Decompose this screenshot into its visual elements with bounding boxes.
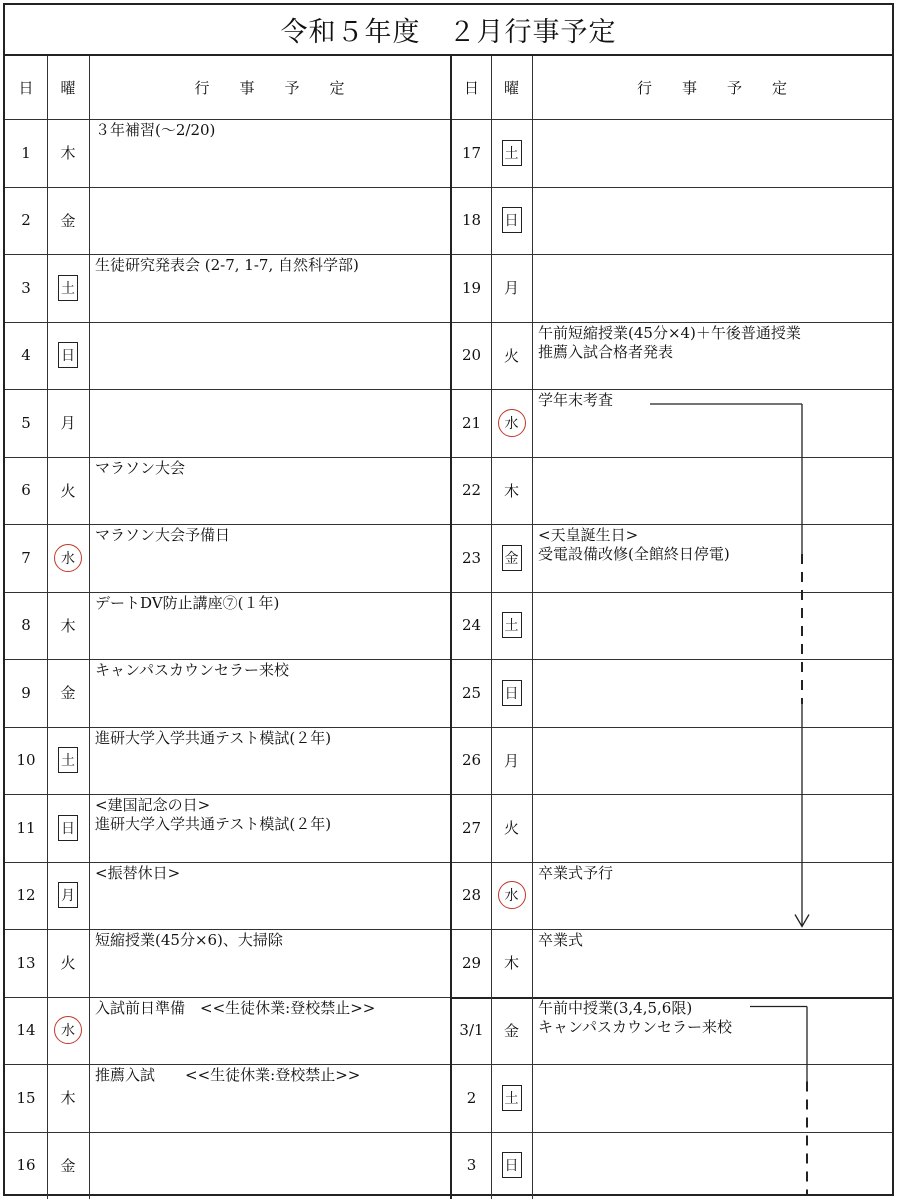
event-line: ３年補習(～2/20) (95, 121, 216, 139)
event-line: 受電設備改修(全館終日停電) (538, 545, 730, 563)
left-day-cell: 1 (21, 143, 31, 162)
weekday-label: 木 (503, 954, 519, 973)
weekday-label: 火 (503, 346, 519, 365)
weekend-weekday-box: 土 (502, 140, 522, 166)
right-day-cell: 23 (461, 548, 482, 567)
right-day-cell: 18 (461, 211, 482, 230)
right-day-cell: 26 (461, 751, 482, 770)
right-day-cell: 24 (461, 616, 482, 635)
event-line: 午前短縮授業(45分×4)＋午後普通授業 (538, 323, 801, 342)
event-line: 卒業式 (538, 931, 584, 949)
event-line: 短縮授業(45分×6)、大掃除 (95, 931, 283, 949)
wednesday-weekday-circle: 水 (54, 1016, 82, 1044)
left-day-cell: 9 (21, 683, 31, 702)
weekend-weekday-box: 日 (58, 342, 78, 368)
right-header-weekday: 曜 (503, 79, 519, 97)
event-line: キャンパスカウンセラー来校 (95, 661, 289, 679)
left-day-cell: 15 (16, 1088, 36, 1107)
event-line: <振替休日> (95, 863, 181, 882)
event-line: キャンパスカウンセラー来校 (538, 1017, 732, 1036)
right-day-cell: 22 (461, 481, 482, 500)
event-line: 午前中授業(3,4,5,6限) (538, 998, 693, 1017)
weekday-label: 火 (503, 819, 519, 838)
weekday-label: 月 (503, 279, 519, 298)
right-day-cell: 25 (461, 683, 482, 702)
left-header-events: 行 事 予 定 (194, 79, 345, 97)
left-day-cell: 7 (21, 548, 31, 567)
weekend-weekday-box: 土 (502, 1085, 522, 1111)
event-line: デートDV防止講座⑦(１年) (95, 593, 280, 612)
weekend-weekday-box: 土 (58, 747, 78, 773)
weekday-label: 木 (60, 616, 76, 635)
right-day-cell: 17 (461, 143, 482, 162)
schedule-sheet (3, 3, 894, 1196)
weekday-label: 火 (60, 481, 76, 500)
right-day-cell: 19 (461, 278, 482, 297)
event-line: 学年末考査 (538, 391, 614, 409)
weekend-weekday-box: 日 (502, 680, 522, 706)
left-day-cell: 8 (21, 616, 31, 635)
weekend-weekday-box: 土 (502, 612, 522, 638)
right-header-events: 行 事 予 定 (636, 79, 787, 97)
weekday-label: 金 (503, 1021, 519, 1040)
right-day-cell: 3/1 (459, 1021, 484, 1040)
weekend-weekday-box: 日 (58, 815, 78, 841)
right-day-cell: 28 (461, 886, 482, 905)
event-line: <天皇誕生日> (538, 526, 639, 544)
weekend-weekday-box: 月 (58, 882, 78, 908)
left-header-day: 日 (18, 79, 34, 97)
weekend-weekday-box: 日 (502, 207, 522, 233)
left-day-cell: 16 (16, 1156, 36, 1175)
weekday-label: 金 (60, 211, 76, 230)
weekday-label: 月 (60, 414, 76, 433)
event-line: 推薦入試合格者発表 (538, 342, 674, 361)
left-day-cell: 2 (21, 211, 31, 230)
left-day-cell: 14 (16, 1021, 36, 1040)
right-day-cell: 29 (461, 953, 482, 972)
wednesday-weekday-circle: 水 (54, 544, 82, 572)
event-line: マラソン大会予備日 (95, 526, 231, 544)
weekday-label: 火 (60, 954, 76, 973)
right-day-cell: 3 (466, 1156, 477, 1175)
weekday-label: 月 (503, 751, 519, 770)
event-line: 生徒研究発表会 (2-7, 1-7, 自然科学部) (95, 256, 359, 274)
weekend-weekday-box: 日 (502, 1152, 522, 1178)
event-line: 進研大学入学共通テスト模試(２年) (95, 728, 332, 747)
weekend-weekday-box: 金 (502, 545, 522, 571)
weekday-label: 木 (60, 1089, 76, 1108)
weekend-weekday-box: 土 (58, 275, 78, 301)
left-day-cell: 4 (21, 346, 31, 365)
event-line: 推薦入試 <<生徒休業:登校禁止>> (95, 1066, 361, 1084)
event-line: <建国記念の日> (95, 796, 211, 814)
wednesday-weekday-circle: 水 (498, 409, 526, 437)
event-line: 入試前日準備 <<生徒休業:登校禁止>> (95, 998, 376, 1017)
left-day-cell: 10 (16, 751, 36, 770)
event-line: マラソン大会 (95, 458, 186, 477)
left-day-cell: 11 (16, 818, 36, 837)
page-title: 令和５年度 ２月行事予定 (5, 5, 892, 56)
wednesday-weekday-circle: 水 (498, 881, 526, 909)
left-day-cell: 3 (21, 278, 31, 297)
right-day-cell: 27 (461, 818, 482, 837)
left-day-cell: 13 (16, 953, 36, 972)
left-header-weekday: 曜 (60, 79, 76, 97)
event-line: 卒業式予行 (538, 863, 614, 882)
event-line: 進研大学入学共通テスト模試(２年) (95, 815, 332, 833)
right-day-cell: 20 (461, 346, 482, 365)
weekday-label: 木 (60, 144, 76, 163)
right-header-day: 日 (463, 79, 479, 97)
weekday-label: 金 (60, 1156, 76, 1175)
left-day-cell: 12 (16, 886, 36, 905)
period-arrows (5, 5, 892, 1194)
left-day-cell: 5 (21, 413, 31, 432)
weekday-label: 木 (503, 481, 519, 500)
weekday-label: 金 (60, 684, 76, 703)
left-day-cell: 6 (21, 481, 31, 500)
right-day-cell: 2 (466, 1088, 477, 1107)
right-day-cell: 21 (461, 413, 482, 432)
